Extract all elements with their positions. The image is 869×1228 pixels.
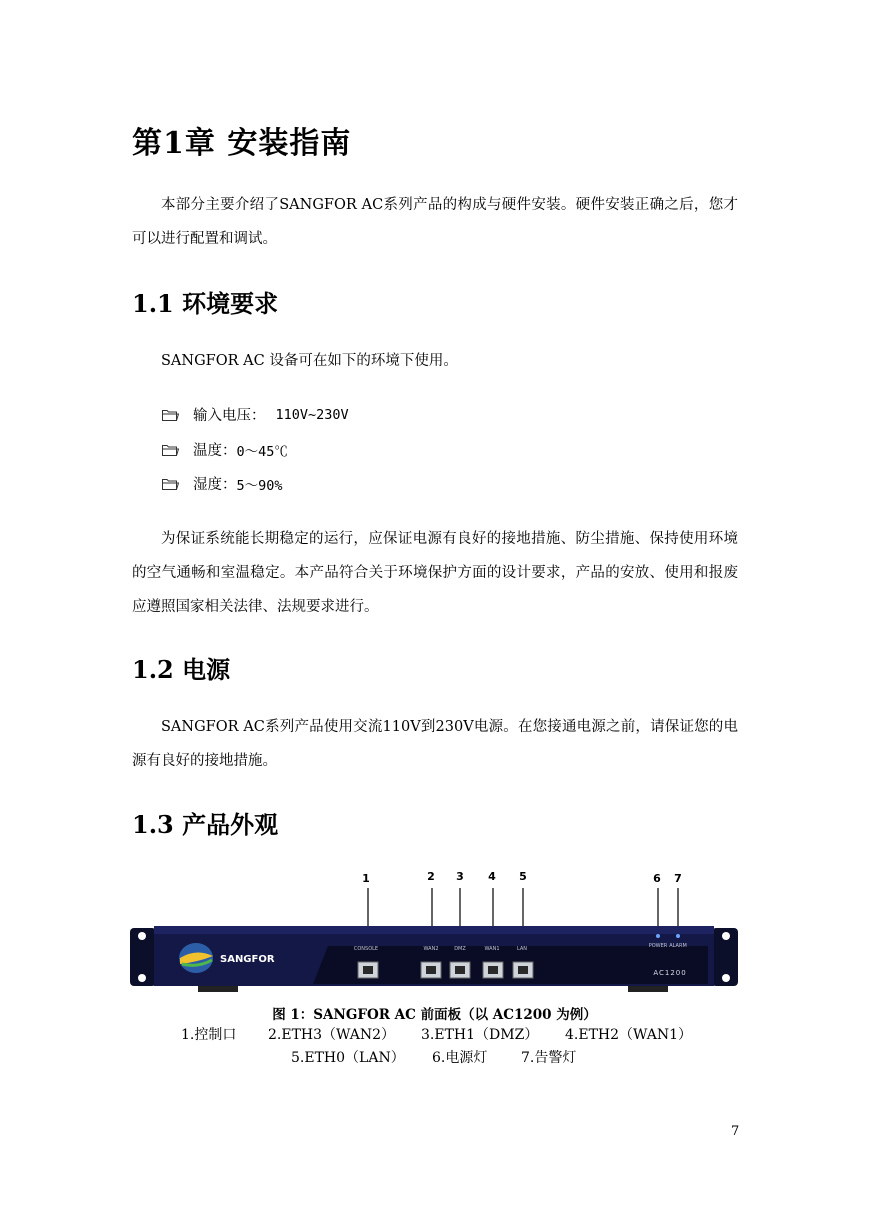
env-item-voltage <box>162 404 349 425</box>
led-label: POWER <box>648 943 668 949</box>
env-item-label: 输入电压： <box>193 408 266 424</box>
env-item-value: 110V~230V <box>275 406 349 423</box>
env-item-humidity <box>162 473 283 494</box>
env-item-value: 5～90% <box>236 477 283 494</box>
model-label: AC1200 <box>653 969 687 977</box>
folder-icon <box>162 478 179 490</box>
figure-legend-row-2 <box>0 1047 869 1067</box>
port-label: DMZ <box>454 946 466 952</box>
port-label: WAN1 <box>484 946 500 952</box>
legend-item: 1.控制口 <box>181 1027 237 1043</box>
power-body: SANGFOR AC系列产品使用交流110V到230V电源。在您接通电源之前，请保证您的电源有良好的接地措施。 <box>132 719 738 769</box>
legend-item: 5.ETH0（LAN） <box>291 1050 405 1066</box>
env-body: 为保证系统能长期稳定的运行，应保证电源有良好的接地措施、防尘措施、保持使用环境的空气通畅和室温稳定。本产品符合关于环境保护方面的设计要求，产品的安放、使用和报废应遵照国家相关法律、法规要求进行。 <box>132 531 738 615</box>
env-item-label: 湿度： <box>193 477 237 493</box>
env-item-value: 0～45℃ <box>236 443 288 460</box>
callout-number: 5 <box>519 870 527 883</box>
section-title-env: 1.1 环境要求 <box>132 289 279 318</box>
legend-item: 3.ETH1（DMZ） <box>421 1027 539 1043</box>
callout-number: 1 <box>362 872 370 885</box>
callout-number: 6 <box>653 872 661 885</box>
brand-logo-text: SANGFOR <box>220 954 275 965</box>
callout-number: 2 <box>427 870 435 883</box>
folder-icon <box>162 409 179 421</box>
env-lead: SANGFOR AC 设备可在如下的环境下使用。 <box>161 353 458 369</box>
legend-item: 4.ETH2（WAN1） <box>565 1027 692 1043</box>
figure-legend-row-1 <box>0 1024 869 1044</box>
led-label: ALARM <box>669 943 687 949</box>
page-number: 7 <box>731 1124 740 1139</box>
legend-item: 2.ETH3（WAN2） <box>268 1027 395 1043</box>
figure-caption: 图 1：SANGFOR AC 前面板（以 AC1200 为例） <box>272 1007 597 1023</box>
intro-paragraph: 本部分主要介绍了SANGFOR AC系列产品的构成与硬件安装。硬件安装正确之后，您才可以进行配置和调试。 <box>132 197 738 247</box>
callout-number: 7 <box>674 872 682 885</box>
callout-number: 4 <box>488 870 496 883</box>
callout-number: 3 <box>456 870 464 883</box>
port-label: LAN <box>516 946 528 952</box>
env-item-label: 温度： <box>193 443 237 459</box>
port-label: WAN2 <box>423 946 439 952</box>
chapter-title: 第1章 安装指南 <box>132 126 352 161</box>
port-label: CONSOLE <box>353 946 379 952</box>
section-title-power: 1.2 电源 <box>132 655 231 684</box>
folder-icon <box>162 444 179 456</box>
env-item-temperature <box>162 439 288 460</box>
section-title-appearance: 1.3 产品外观 <box>132 810 279 839</box>
front-panel-figure <box>128 864 740 994</box>
legend-item: 6.电源灯 <box>432 1050 488 1066</box>
legend-item: 7.告警灯 <box>521 1050 577 1066</box>
